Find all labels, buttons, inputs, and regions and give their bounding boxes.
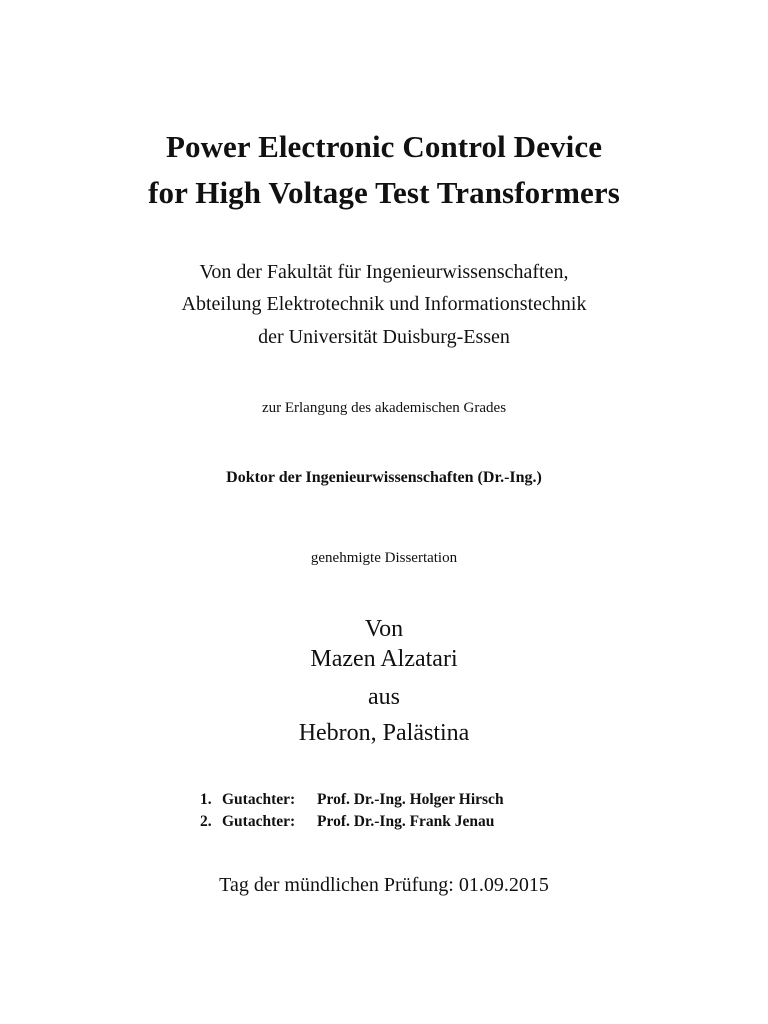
reviewer-number: 1. [200,791,212,808]
degree-title: Doktor der Ingenieurwissenschaften (Dr.-Ing.) [226,469,542,486]
author-von: Von [364,616,404,642]
thesis-title-line-2: for High Voltage Test Transformers [148,175,620,210]
degree-purpose: zur Erlangung des akademischen Grades [261,400,507,416]
reviewer-row [200,792,504,808]
exam-date: Tag der mündlichen Prüfung: 01.09.2015 [219,874,549,896]
faculty-line-3: der Universität Duisburg-Essen [258,326,510,348]
reviewer-name: Prof. Dr.-Ing. Holger Hirsch [317,791,504,808]
faculty-line-2: Abteilung Elektrotechnik und Informationstechnik [181,293,587,315]
reviewer-row [200,814,504,830]
reviewer-number: 2. [200,812,212,830]
author-aus: aus [368,684,400,710]
reviewer-label: Gutachter: [222,791,296,808]
author-origin: Hebron, Palästina [298,720,470,746]
reviewer-name: Prof. Dr.-Ing. Frank Jenau [317,812,495,830]
faculty-line-1: Von der Fakultät für Ingenieurwissenschaften, [199,261,569,283]
reviewer-list [200,792,504,829]
thesis-title-line-1: Power Electronic Control Device [165,129,603,164]
reviewer-label: Gutachter: [222,812,296,830]
author-name: Mazen Alzatari [310,646,458,672]
approval-note: genehmigte Dissertation [310,550,458,566]
